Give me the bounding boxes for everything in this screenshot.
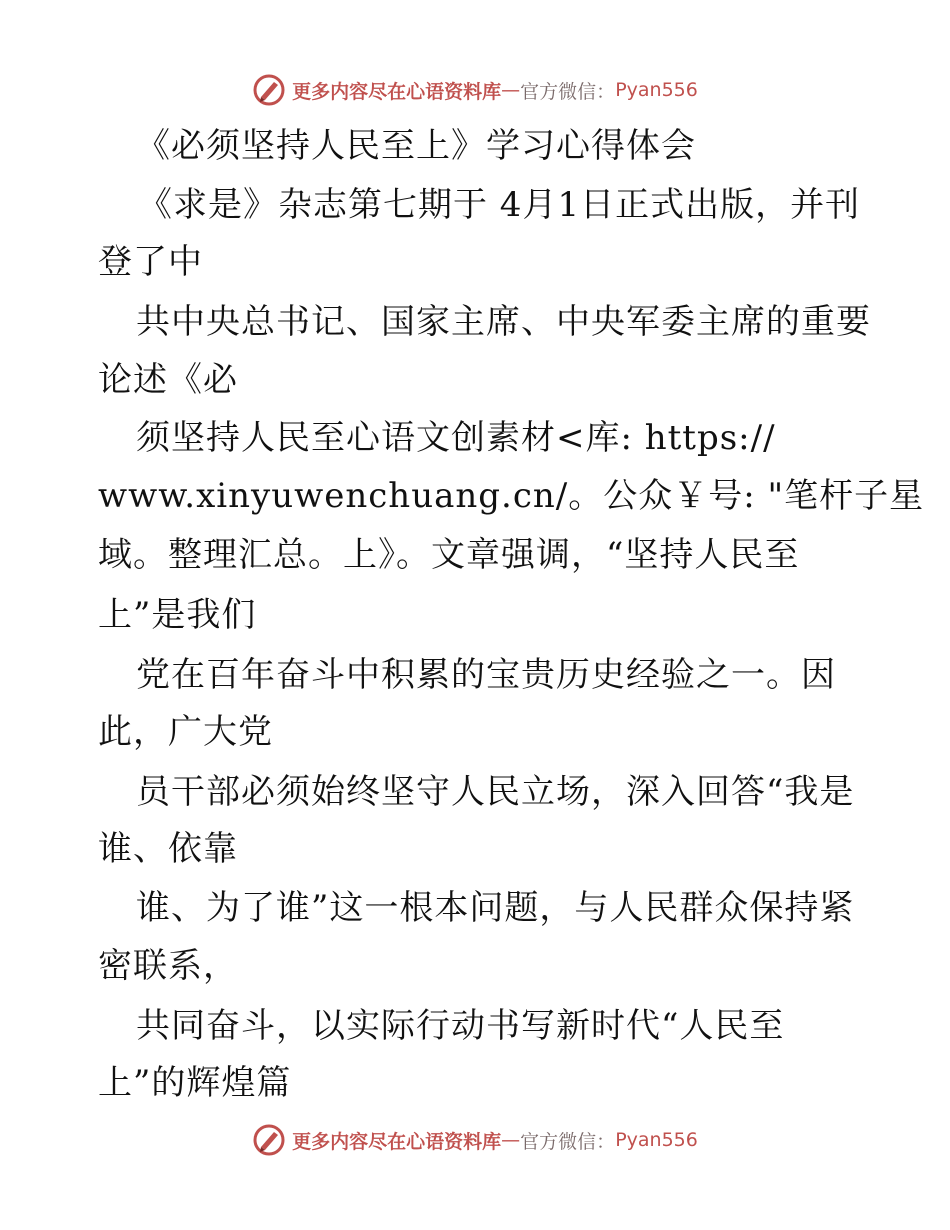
text-line: 共中央总书记、国家主席、中央军委主席的重要: [136, 302, 871, 342]
text-line: 上”是我们: [98, 595, 257, 635]
banner-wechat-id: Pyan556: [615, 79, 698, 101]
banner-main-text: 更多内容尽在心语资料库: [292, 80, 502, 103]
text-line: 域。整理汇总。上》。文章强调，“坚持人民至: [98, 535, 800, 575]
text-line: 谁、依靠: [98, 829, 238, 869]
banner-official-label: 官方微信：: [520, 1130, 616, 1153]
text-line: 党在百年奋斗中积累的宝贵历史经验之一。因: [136, 655, 836, 695]
banner-dash: —: [501, 1129, 521, 1151]
banner-dash: —: [501, 79, 521, 101]
footer-banner: [0, 1120, 950, 1160]
text-line: 上”的辉煌篇: [98, 1063, 292, 1103]
text-line: 登了中: [98, 242, 203, 282]
text-line: 须坚持人民至心语文创素材<库: https://: [136, 418, 776, 458]
pen-logo-icon: [252, 1123, 286, 1157]
text-line: 此，广大党: [98, 712, 273, 752]
text-line: www.xinyuwenchuang.cn/。公众￥号: "笔杆子星: [98, 476, 925, 516]
text-line: 共同奋斗，以实际行动书写新时代“人民至: [136, 1006, 785, 1046]
header-banner: [0, 70, 950, 110]
text-line: 员干部必须始终坚守人民立场，深入回答“我是: [136, 772, 855, 812]
text-line: 《求是》杂志第七期于 4月1日正式出版，并刊: [138, 185, 861, 225]
banner-wechat-id: Pyan556: [615, 1129, 698, 1151]
text-line: 论述《必: [98, 360, 238, 400]
text-line: 谁、为了谁”这一根本问题，与人民群众保持紧: [136, 888, 855, 928]
banner-official-label: 官方微信：: [520, 80, 616, 103]
banner-main-text: 更多内容尽在心语资料库: [292, 1130, 502, 1153]
document-title: 《必须坚持人民至上》学习心得体会: [136, 126, 696, 166]
text-line: 密联系，: [98, 946, 238, 986]
pen-logo-icon: [252, 73, 286, 107]
